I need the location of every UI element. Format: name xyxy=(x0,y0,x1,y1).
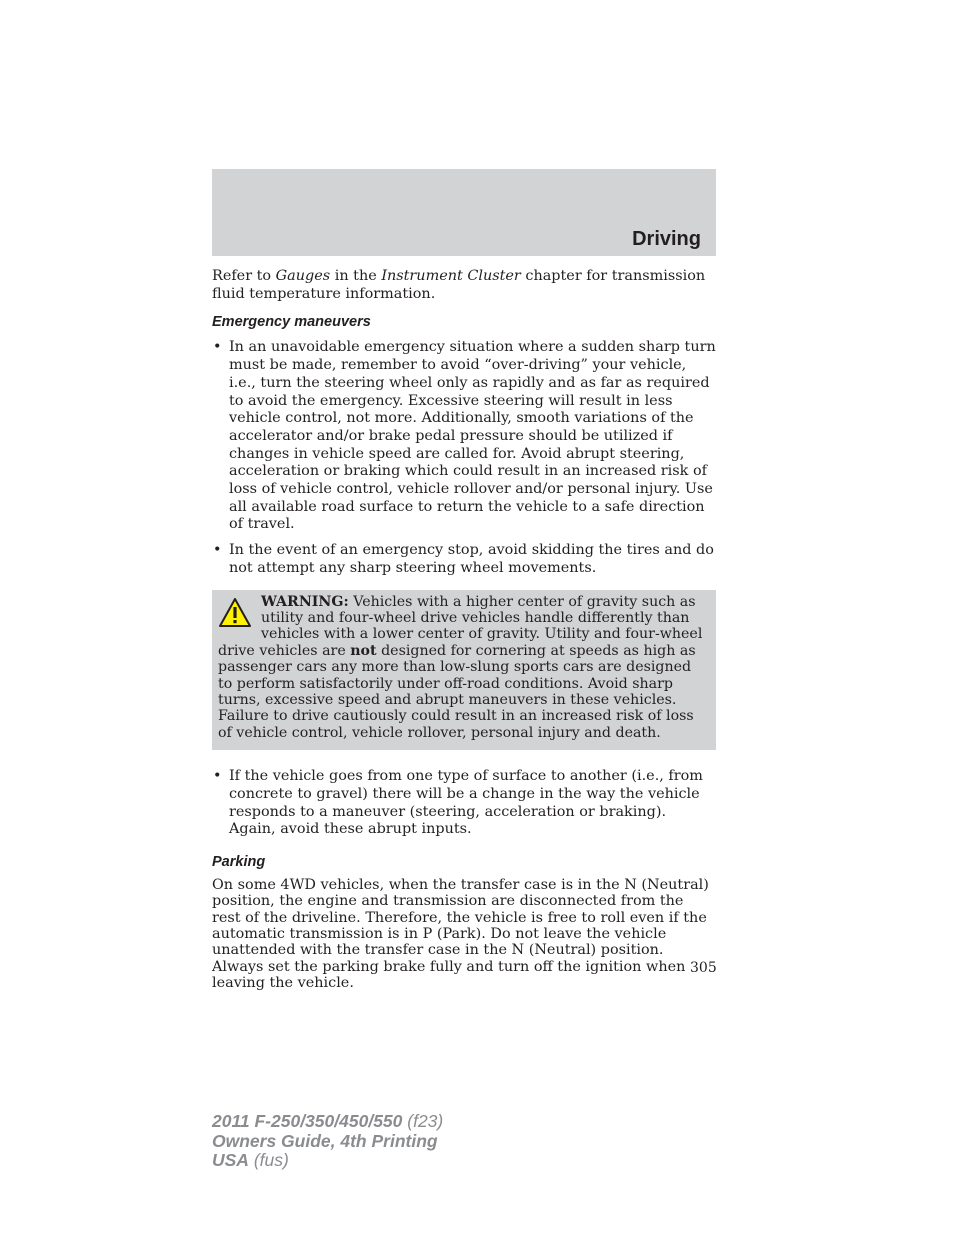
page-number: 305 xyxy=(690,960,717,976)
intro-paragraph xyxy=(212,268,716,303)
section-title: Driving xyxy=(632,228,701,250)
surface-bullet-list xyxy=(212,768,716,839)
intro-text: in the xyxy=(330,268,382,284)
intro-text: Refer to xyxy=(212,268,276,284)
warning-triangle-icon xyxy=(218,597,252,629)
footer-line-region xyxy=(212,1151,443,1171)
footer-model-code: (f23) xyxy=(402,1111,444,1131)
warning-text: designed for cornering at speeds as high as passenger cars any more than low-slung sports cars are designed to perform satisfactorily under off-road conditions. Avoid sharp turns, excessive speed and abrupt maneuvers in these vehicles. Failure to drive cautiously could result in an increased risk of loss of vehicle control, vehicle rollover, personal injury and death. xyxy=(218,642,696,741)
instrument-cluster-reference: Instrument Cluster xyxy=(381,268,521,284)
footer-region-code: (fus) xyxy=(248,1150,289,1170)
intro-text: chapter for transmission fluid temperature information. xyxy=(212,268,706,302)
gauges-reference: Gauges xyxy=(275,268,331,284)
list-item: • In the event of an emergency stop, avoid skidding the tires and do not attempt any sharp steering wheel movements. xyxy=(212,542,716,577)
document-footer xyxy=(212,1112,443,1171)
emergency-maneuvers-heading: Emergency maneuvers xyxy=(212,314,371,331)
parking-paragraph: On some 4WD vehicles, when the transfer case is in the N (Neutral) position, the engine and transmission are disconnected from the rest of the driveline. Therefore, the vehicle is free to roll even if the automatic transmission is in P (Park). Do not leave the vehicle unattended with the transfer case in the N (Neutral) position. Always set the parking brake fully and turn off the ignition when leaving the vehicle. xyxy=(212,877,709,991)
footer-line-guide: Owners Guide, 4th Printing xyxy=(212,1130,438,1151)
page-content xyxy=(212,268,716,991)
footer-line-model xyxy=(212,1112,443,1132)
parking-heading: Parking xyxy=(212,854,266,871)
list-item: • In an unavoidable emergency situation where a sudden sharp turn must be made, remember to avoid “over-driving” your vehicle, i.e., turn the steering wheel only as rapidly and as far as required to avoid the emergency. Excessive steering will result in less vehicle control, not more. Additionally, smooth variations of the accelerator and/or brake pedal pressure should be utilized if changes in vehicle speed are called for. Avoid abrupt steering, acceleration or braking which could result in an increased risk of loss of vehicle control, vehicle rollover and/or personal injury. Use all available road surface to return the vehicle to a safe direction of travel. xyxy=(212,339,716,534)
warning-text: Vehicles with a higher center of gravity such as utility and four-wheel drive vehicles handle differently than vehicles with a lower center of gravity. Utility and four-wheel drive vehicles are xyxy=(218,593,703,659)
section-header-band xyxy=(212,169,716,256)
footer-model: 2011 F-250/350/450/550 xyxy=(212,1111,403,1131)
warning-box xyxy=(212,590,716,751)
warning-emphasis: not xyxy=(350,642,377,659)
list-item: • If the vehicle goes from one type of surface to another (i.e., from concrete to gravel) there will be a change in the way the vehicle responds to a maneuver (steering, acceleration or braking). Again, avoid these abrupt inputs. xyxy=(212,768,716,839)
warning-label: WARNING: xyxy=(261,593,349,610)
emergency-bullet-list xyxy=(212,339,716,577)
footer-region: USA xyxy=(212,1150,249,1170)
